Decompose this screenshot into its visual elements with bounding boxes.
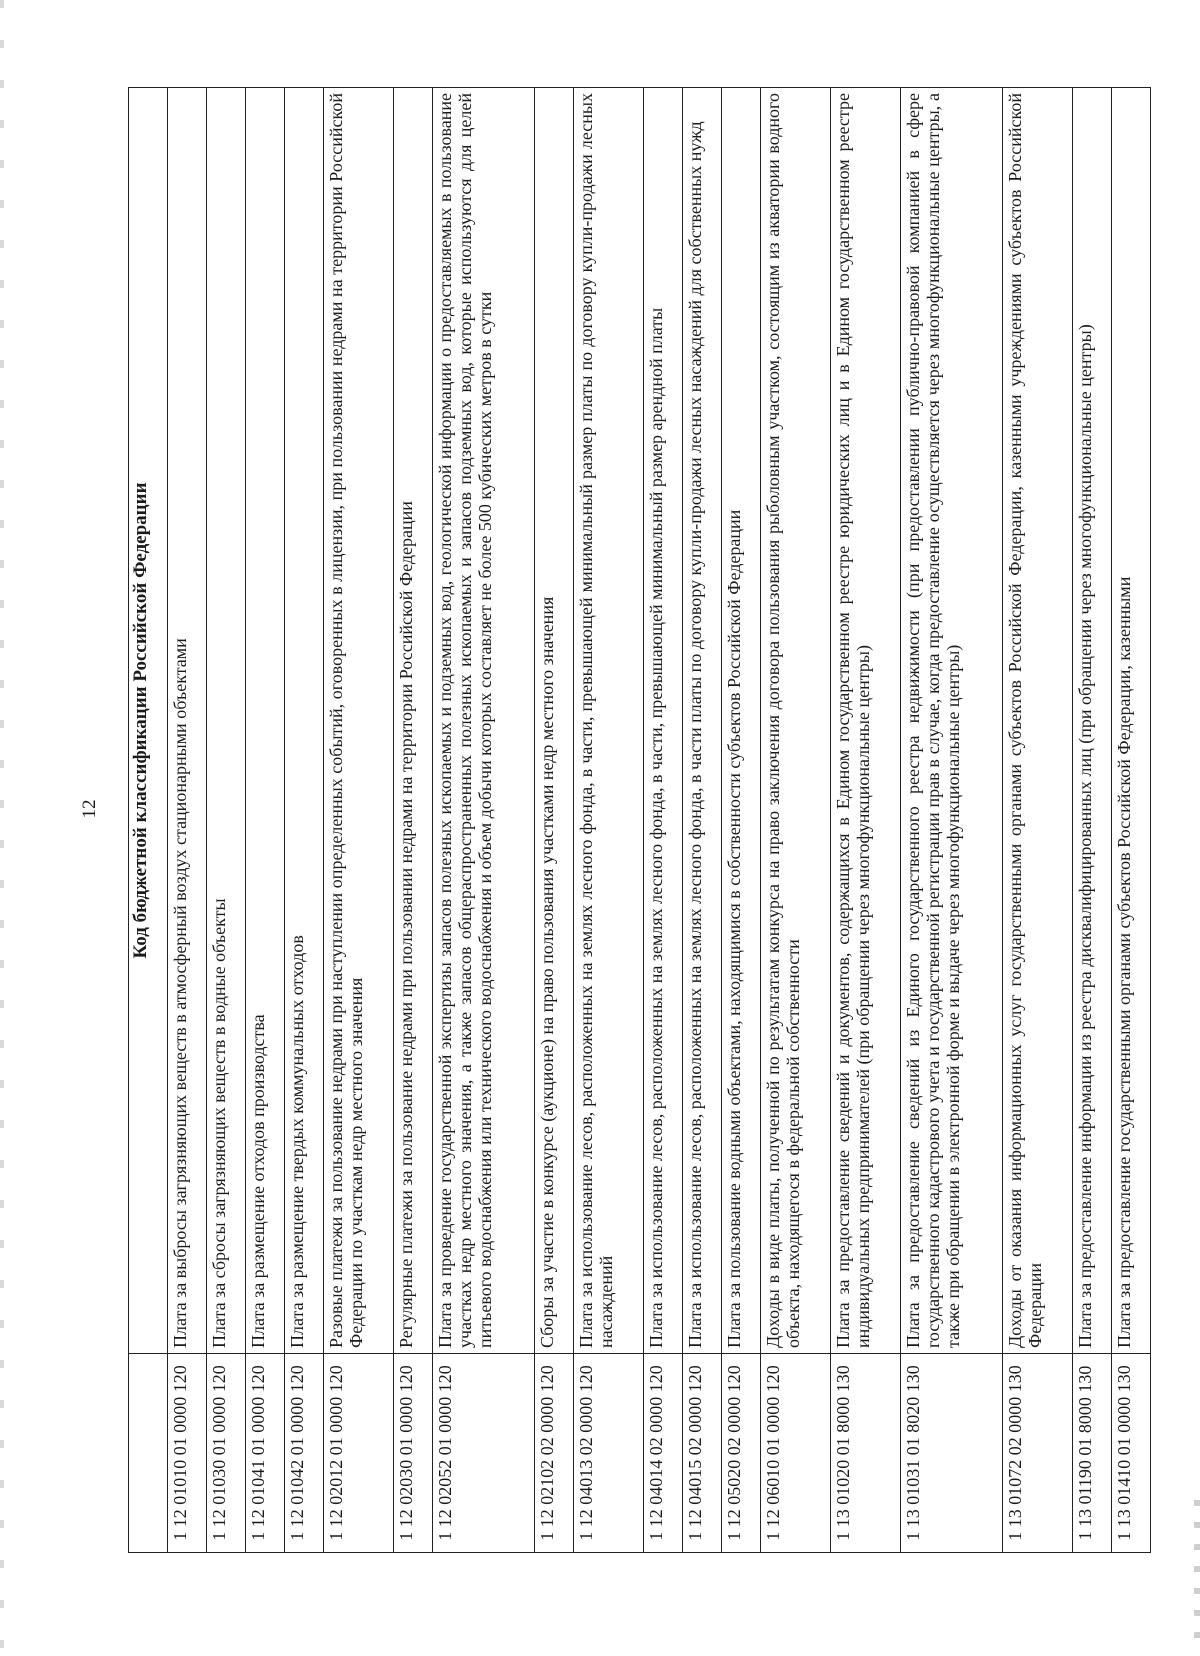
scan-edge-artifact-right xyxy=(1194,1500,1200,1640)
revenue-description-cell: Плата за использование лесов, расположенных на землях лесного фонда, в части, превышающей минимальный размер платы по договору купли-продажи лесных насаждений xyxy=(573,88,643,1354)
revenue-description-cell: Плата за размещение отходов производства xyxy=(246,88,285,1354)
revenue-description-cell: Доходы в виде платы, полученной по результатам конкурса на право заключения договора пользования рыболовным участком, состоящим из акватории водного объекта, находящегося в федеральной собственности xyxy=(760,88,830,1354)
budget-code-cell: 1 12 01041 01 0000 120 xyxy=(246,1354,285,1553)
scan-edge-artifact xyxy=(0,0,4,1656)
page-number: 12 xyxy=(79,799,100,819)
budget-code-cell: 1 12 04015 02 0000 120 xyxy=(682,1354,721,1553)
budget-code-cell: 1 12 04014 02 0000 120 xyxy=(643,1354,682,1553)
table-row xyxy=(831,88,901,1553)
budget-code-cell: 1 13 01031 01 8020 130 xyxy=(901,1354,1002,1553)
table-row xyxy=(1002,88,1072,1553)
revenue-description-cell: Разовые платежи за пользование недрами при наступлении определенных событий, оговоренных в лицензии, при пользовании недрами на территории Российской Федерации по участкам недр местного значения xyxy=(324,88,394,1354)
table-row xyxy=(394,88,433,1553)
budget-code-cell: 1 13 01072 02 0000 130 xyxy=(1002,1354,1072,1553)
table-header: Код бюджетной классификации Российской Федерации xyxy=(129,88,168,1354)
budget-code-cell: 1 13 01410 01 0000 130 xyxy=(1111,1354,1150,1553)
table-row xyxy=(682,88,721,1553)
table-row xyxy=(534,88,573,1553)
table-row xyxy=(901,88,1002,1553)
budget-code-cell: 1 13 01020 01 8000 130 xyxy=(831,1354,901,1553)
table-row xyxy=(760,88,830,1553)
revenue-description-cell: Плата за предоставление информации из реестра дисквалифицированных лиц (при обращении через многофункциональные центры) xyxy=(1072,88,1111,1354)
budget-code-cell: 1 12 02030 01 0000 120 xyxy=(394,1354,433,1553)
table-row xyxy=(324,88,394,1553)
table-row xyxy=(285,88,324,1553)
table-row xyxy=(573,88,643,1553)
budget-code-cell: 1 12 04013 02 0000 120 xyxy=(573,1354,643,1553)
revenue-description-cell: Сборы за участие в конкурсе (аукционе) на право пользования участками недр местного значения xyxy=(534,88,573,1354)
budget-code-cell: 1 12 01042 01 0000 120 xyxy=(285,1354,324,1553)
budget-code-cell: 1 12 02102 02 0000 120 xyxy=(534,1354,573,1553)
revenue-description-cell: Доходы от оказания информационных услуг государственными органами субъектов Российской Федерации, казенными учреждениями субъектов Российской Федерации xyxy=(1002,88,1072,1354)
revenue-description-cell: Плата за проведение государственной экспертизы запасов полезных ископаемых и подземных вод, геологической информации о предоставляемых в пользование участках недр местного значения, а также запасов общераспространенных полезных ископаемых и запасов подземных вод, которые используются для целей питьевого водоснабжения или технического водоснабжения и объем добычи которых составляет не более 500 кубических метров в сутки xyxy=(433,88,534,1354)
table-header-row xyxy=(129,88,168,1553)
revenue-description-cell: Плата за пользование водными объектами, находящимися в собственности субъектов Российской Федерации xyxy=(721,88,760,1354)
table-row xyxy=(246,88,285,1553)
table-row xyxy=(643,88,682,1553)
budget-code-cell: 1 12 06010 01 0000 120 xyxy=(760,1354,830,1553)
revenue-description-cell: Плата за сбросы загрязняющих веществ в водные объекты xyxy=(207,88,246,1354)
budget-code-cell: 1 12 02052 01 0000 120 xyxy=(433,1354,534,1553)
revenue-description-cell: Плата за выбросы загрязняющих веществ в атмосферный воздух стационарными объектами xyxy=(168,88,207,1354)
revenue-description-cell: Плата за использование лесов, расположенных на землях лесного фонда, в части, превышающей минимальный размер арендной платы xyxy=(643,88,682,1354)
revenue-description-cell: Плата за предоставление сведений из Единого государственного реестра недвижимости (при предоставлении публично-правовой компанией в сфере государственного кадастрового учета и государственной регистрации прав в случае, когда предоставление осуществляется через многофункциональные центры, а также при обращении в электронной форме и выдаче через многофункциональные центры) xyxy=(901,88,1002,1354)
table-row xyxy=(207,88,246,1553)
budget-classification-table xyxy=(128,87,1151,1553)
header-empty-cell xyxy=(129,1354,168,1553)
table-row xyxy=(168,88,207,1553)
revenue-description-cell: Плата за размещение твердых коммунальных отходов xyxy=(285,88,324,1354)
budget-code-cell: 1 12 01030 01 0000 120 xyxy=(207,1354,246,1553)
budget-code-cell: 1 13 01190 01 8000 130 xyxy=(1072,1354,1111,1553)
budget-code-cell: 1 12 02012 01 0000 120 xyxy=(324,1354,394,1553)
budget-code-cell: 1 12 05020 02 0000 120 xyxy=(721,1354,760,1553)
budget-code-cell: 1 12 01010 01 0000 120 xyxy=(168,1354,207,1553)
revenue-description-cell: Плата за предоставление сведений и документов, содержащихся в Едином государственном реестре юридических лиц и в Едином государственном реестре индивидуальных предпринимателей (при обращении через многофункциональные центры) xyxy=(831,88,901,1354)
table-row xyxy=(433,88,534,1553)
table-row xyxy=(1111,88,1150,1553)
revenue-description-cell: Регулярные платежи за пользование недрами при пользовании недрами на территории Российской Федерации xyxy=(394,88,433,1354)
table-row xyxy=(1072,88,1111,1553)
table-row xyxy=(721,88,760,1553)
revenue-description-cell: Плата за предоставление государственными органами субъектов Российской Федерации, казенными xyxy=(1111,88,1150,1354)
revenue-description-cell: Плата за использование лесов, расположенных на землях лесного фонда, в части платы по договору купли-продажи лесных насаждений для собственных нужд xyxy=(682,88,721,1354)
rotated-page-content xyxy=(128,87,1151,1553)
